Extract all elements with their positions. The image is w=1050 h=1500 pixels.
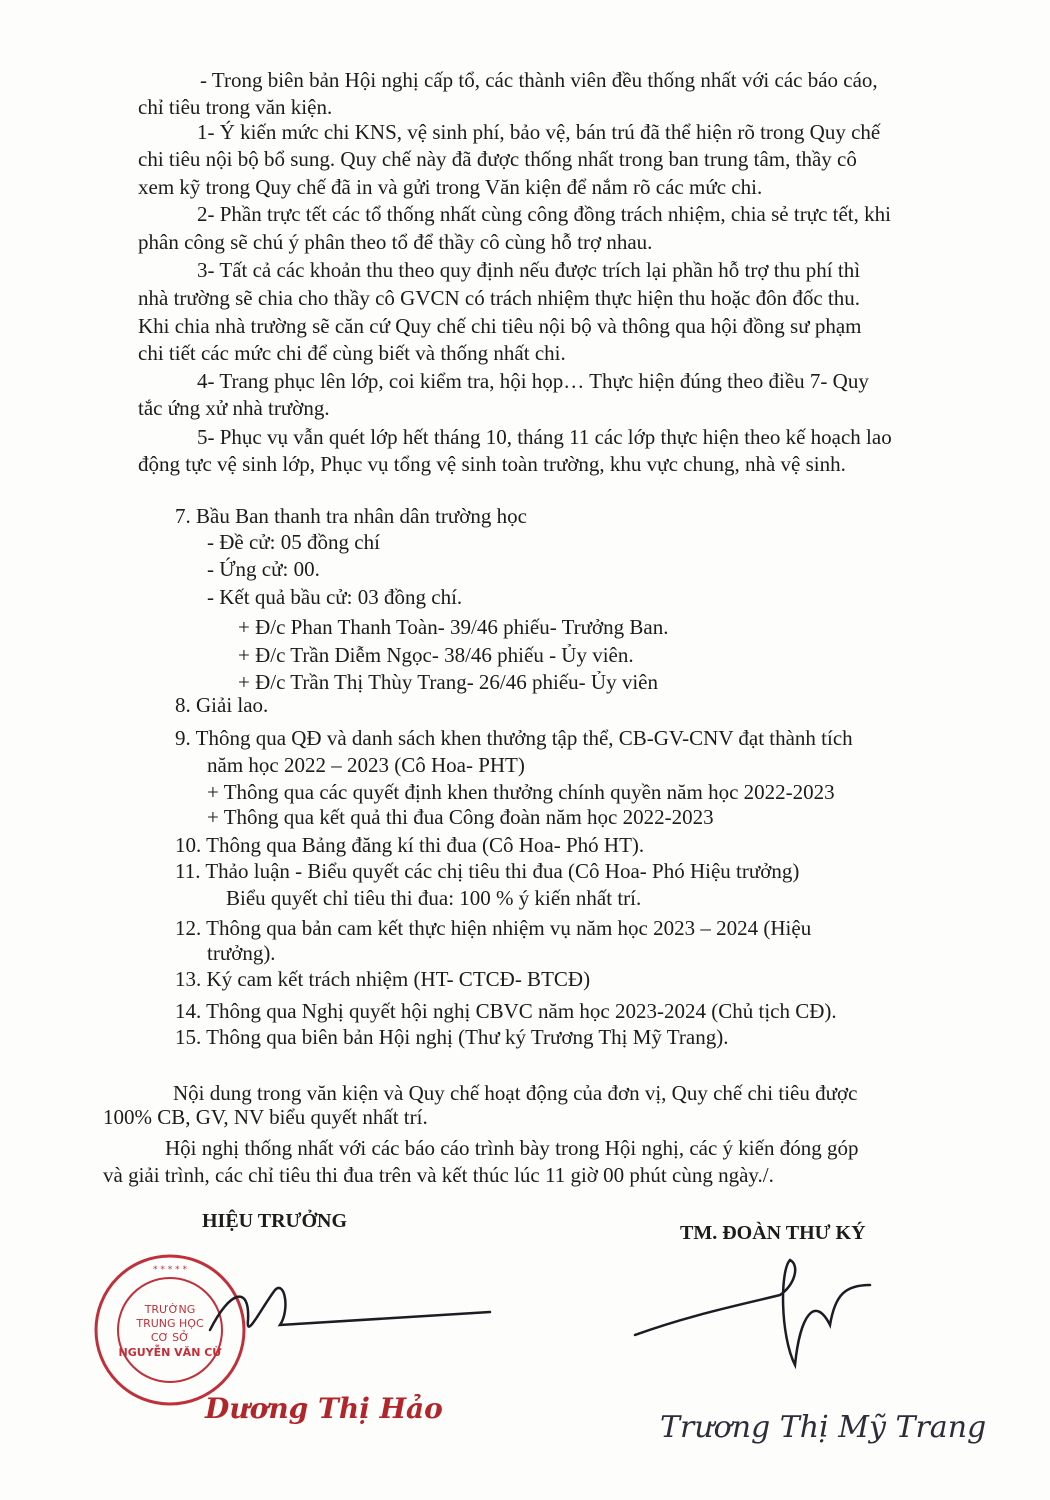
text-line: động tực vệ sinh lớp, Phục vụ tổng vệ sinh toàn trường, khu vực chung, nhà vệ sinh. (138, 452, 846, 476)
text-line: 12. Thông qua bản cam kết thực hiện nhiệm vụ năm học 2023 – 2024 (Hiệu (175, 916, 812, 940)
text-line: 2- Phần trực tết các tổ thống nhất cùng công đồng trách nhiệm, chia sẻ trực tết, khi (197, 202, 891, 226)
text-line: 100% CB, GV, NV biểu quyết nhất trí. (103, 1105, 428, 1129)
right-signer-name: Trương Thị Mỹ Trang (660, 1410, 987, 1445)
text-line: + Đ/c Trần Diễm Ngọc- 38/46 phiếu - Ủy viên. (238, 643, 634, 667)
text-line: Biểu quyết chỉ tiêu thi đua: 100 % ý kiến nhất trí. (226, 886, 642, 910)
text-line: 8. Giải lao. (175, 693, 269, 717)
text-line: 14. Thông qua Nghị quyết hội nghị CBVC năm học 2023-2024 (Chủ tịch CĐ). (175, 999, 837, 1023)
text-line: 15. Thông qua biên bản Hội nghị (Thư ký Trương Thị Mỹ Trang). (175, 1025, 729, 1049)
text-line: năm học 2022 – 2023 (Cô Hoa- PHT) (207, 753, 525, 777)
svg-text:TRƯỜNG: TRƯỜNG (144, 1303, 196, 1316)
text-line: chi tiêu nội bộ bổ sung. Quy chế này đã được thống nhất trong ban trung tâm, thầy cô (138, 147, 857, 171)
text-line: xem kỹ trong Quy chế đã in và gửi trong Văn kiện để nắm rõ các mức chi. (138, 175, 763, 199)
text-line: + Đ/c Trần Thị Thùy Trang- 26/46 phiếu- Ủy viên (238, 670, 658, 694)
svg-text:* * * * *: * * * * * (153, 1265, 187, 1275)
text-line: 4- Trang phục lên lớp, coi kiểm tra, hội họp… Thực hiện đúng theo điều 7- Quy (197, 369, 869, 393)
text-line: + Đ/c Phan Thanh Toàn- 39/46 phiếu- Trưởng Ban. (238, 615, 669, 639)
right-signature-title: TM. ĐOÀN THƯ KÝ (680, 1222, 866, 1244)
text-line: 7. Bầu Ban thanh tra nhân dân trường học (175, 504, 527, 528)
text-line: chi tiết các mức chi để cùng biết và thống nhất chi. (138, 341, 566, 365)
text-line: 10. Thông qua Bảng đăng kí thi đua (Cô Hoa- Phó HT). (175, 833, 645, 857)
right-signature-scribble (630, 1255, 990, 1375)
text-line: nhà trường sẽ chia cho thầy cô GVCN có trách nhiệm thực hiện thu hoặc đôn đốc thu. (138, 286, 861, 310)
text-line: 5- Phục vụ vẫn quét lớp hết tháng 10, tháng 11 các lớp thực hiện theo kế hoạch lao (197, 425, 892, 449)
text-line: 1- Ý kiến mức chi KNS, vệ sinh phí, bảo vệ, bán trú đã thể hiện rõ trong Quy chế (197, 120, 881, 144)
svg-text:CƠ SỞ: CƠ SỞ (150, 1331, 190, 1344)
text-line: Hội nghị thống nhất với các báo cáo trình bày trong Hội nghị, các ý kiến đóng góp (165, 1136, 859, 1160)
text-line: - Ứng cử: 00. (207, 557, 320, 581)
text-line: và giải trình, các chỉ tiêu thi đua trên và kết thúc lúc 11 giờ 00 phút cùng ngày./. (103, 1163, 774, 1187)
text-line: Khi chia nhà trường sẽ căn cứ Quy chế chi tiêu nội bộ và thông qua hội đồng sư phạm (138, 314, 862, 338)
left-signer-name: Dương Thị Hảo (205, 1392, 443, 1425)
text-line: - Đề cử: 05 đồng chí (207, 530, 380, 554)
text-line: tắc ứng xử nhà trường. (138, 396, 330, 420)
text-line: - Kết quả bầu cử: 03 đồng chí. (207, 585, 463, 609)
left-signature-title: HIỆU TRƯỞNG (202, 1210, 348, 1232)
text-line: 9. Thông qua QĐ và danh sách khen thưởng tập thể, CB-GV-CNV đạt thành tích (175, 726, 853, 750)
text-line: chỉ tiêu trong văn kiện. (138, 95, 333, 119)
text-line: phân công sẽ chú ý phân theo tổ để thầy cô cùng hỗ trợ nhau. (138, 230, 653, 254)
text-line: 11. Thảo luận - Biểu quyết các chị tiêu thi đua (Cô Hoa- Phó Hiệu trưởng) (175, 859, 800, 883)
text-line: 3- Tất cả các khoản thu theo quy định nếu được trích lại phần hỗ trợ thu phí thì (197, 258, 861, 282)
text-line: Nội dung trong văn kiện và Quy chế hoạt động của đơn vị, Quy chế chi tiêu được (173, 1081, 858, 1105)
left-signature-scribble (190, 1270, 510, 1360)
text-line: - Trong biên bản Hội nghị cấp tổ, các thành viên đều thống nhất với các báo cáo, (200, 68, 878, 92)
svg-text:TRUNG HỌC: TRUNG HỌC (136, 1317, 204, 1330)
text-line: + Thông qua các quyết định khen thưởng chính quyền năm học 2022-2023 (207, 780, 835, 804)
svg-text:NGUYỄN VĂN CỪ: NGUYỄN VĂN CỪ (118, 1346, 222, 1359)
text-line: 13. Ký cam kết trách nhiệm (HT- CTCĐ- BTCĐ) (175, 967, 591, 991)
text-line: + Thông qua kết quả thi đua Công đoàn năm học 2022-2023 (207, 805, 714, 829)
text-line: trưởng). (207, 941, 276, 965)
